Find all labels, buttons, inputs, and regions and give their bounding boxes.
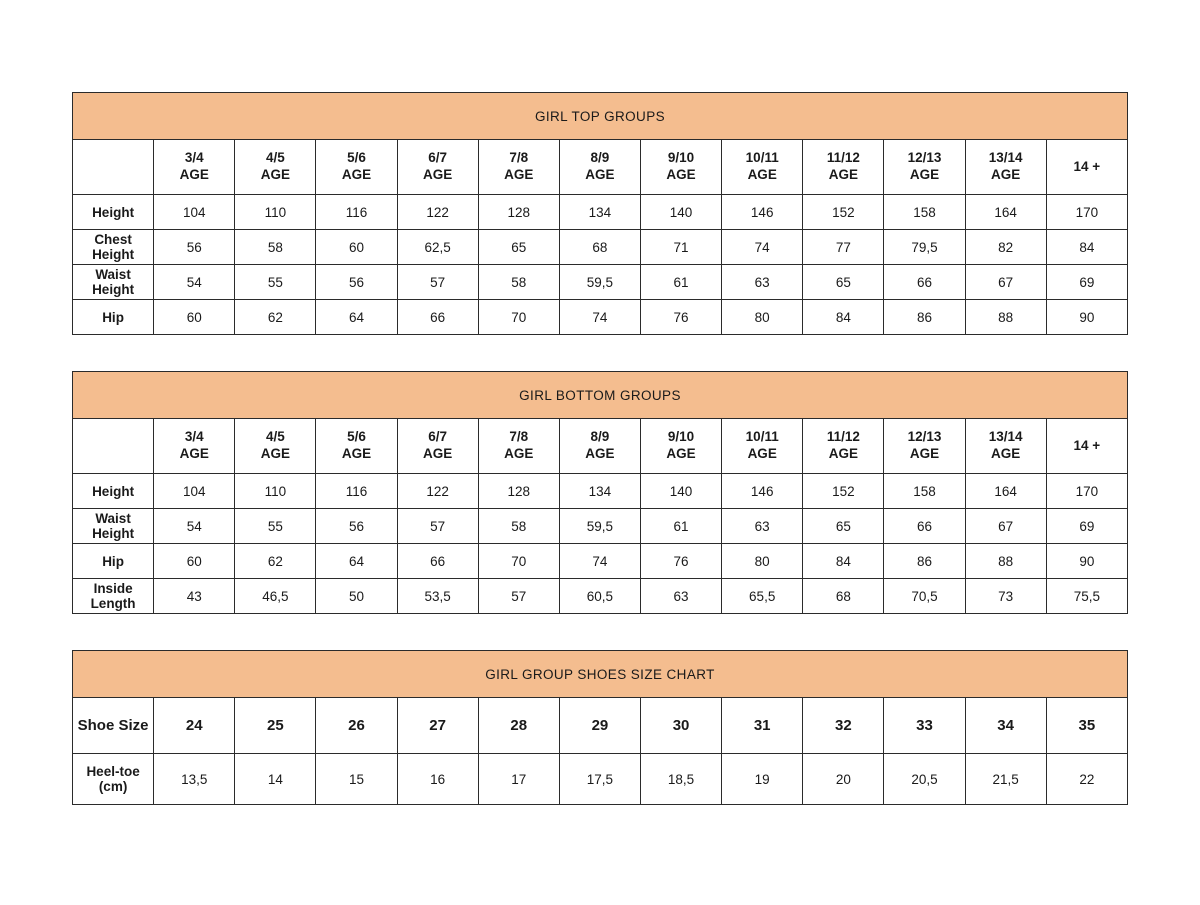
column-header <box>640 419 721 474</box>
column-header-bottom: AGE <box>585 446 615 461</box>
column-header-top: 5/6 <box>347 429 366 445</box>
column-header-top: 6/7 <box>428 150 448 166</box>
table-cell: 152 <box>803 195 884 230</box>
table-cell: 134 <box>559 474 640 509</box>
table-cell: 63 <box>722 509 803 544</box>
column-header-bottom: AGE <box>504 446 534 461</box>
column-header-bottom: AGE <box>909 167 940 182</box>
table-cell: 76 <box>640 300 721 335</box>
table-cell: 66 <box>397 300 478 335</box>
table-cell: 164 <box>965 195 1046 230</box>
column-header <box>722 140 803 195</box>
column-header-bottom: AGE <box>828 446 858 461</box>
table-cell: 62 <box>235 544 316 579</box>
table-cell: 13,5 <box>154 754 235 805</box>
column-header-top: 4/5 <box>265 150 285 166</box>
table-cell: 110 <box>235 474 316 509</box>
table-cell: 70 <box>478 544 559 579</box>
column-header <box>965 419 1046 474</box>
table-cell: 67 <box>965 509 1046 544</box>
table-cell: 55 <box>235 265 316 300</box>
table-cell: 75,5 <box>1046 579 1127 614</box>
table-cell: 140 <box>640 195 721 230</box>
table-cell: 68 <box>803 579 884 614</box>
column-header <box>559 419 640 474</box>
table-cell: 19 <box>722 754 803 805</box>
column-header <box>884 140 965 195</box>
table-cell: 84 <box>803 544 884 579</box>
table-cell: 35 <box>1046 698 1127 754</box>
table-cell: 34 <box>965 698 1046 754</box>
row-label: Heel-toe (cm) <box>73 754 154 805</box>
table-cell: 22 <box>1046 754 1127 805</box>
table-cell: 17 <box>478 754 559 805</box>
column-header <box>235 140 316 195</box>
table-cell: 54 <box>154 265 235 300</box>
table-cell: 76 <box>640 544 721 579</box>
table-title-row <box>73 372 1128 419</box>
table-cell: 69 <box>1046 509 1127 544</box>
table-cell: 61 <box>640 509 721 544</box>
column-header <box>884 419 965 474</box>
table-cell: 80 <box>722 544 803 579</box>
table-cell: 146 <box>722 195 803 230</box>
table-cell: 56 <box>316 509 397 544</box>
column-header <box>397 419 478 474</box>
table-cell: 33 <box>884 698 965 754</box>
table-cell: 122 <box>397 195 478 230</box>
table-cell: 80 <box>722 300 803 335</box>
table-cell: 61 <box>640 265 721 300</box>
table-cell: 16 <box>397 754 478 805</box>
row-label: Shoe Size <box>73 698 154 754</box>
table-cell: 67 <box>965 265 1046 300</box>
column-header-bottom: AGE <box>504 167 534 182</box>
column-header-top: 12/13 <box>907 429 942 445</box>
table-cell: 30 <box>640 698 721 754</box>
table-cell: 29 <box>559 698 640 754</box>
column-header-top: 9/10 <box>667 150 695 166</box>
column-header-bottom: AGE <box>260 167 290 182</box>
column-header-top: 8/9 <box>590 150 610 166</box>
table-title-row <box>73 93 1128 140</box>
table-cell: 134 <box>559 195 640 230</box>
table-cell: 56 <box>316 265 397 300</box>
table-cell: 15 <box>316 754 397 805</box>
column-header <box>965 140 1046 195</box>
column-header-bottom: AGE <box>828 167 858 182</box>
table-cell: 70,5 <box>884 579 965 614</box>
table-cell: 79,5 <box>884 230 965 265</box>
column-header-bottom: AGE <box>585 167 615 182</box>
table-cell: 69 <box>1046 265 1127 300</box>
table-title: GIRL TOP GROUPS <box>73 93 1128 140</box>
table-cell: 74 <box>722 230 803 265</box>
table-cell: 59,5 <box>559 265 640 300</box>
column-header <box>235 419 316 474</box>
table-cell: 140 <box>640 474 721 509</box>
table-row <box>73 195 1128 230</box>
table-row <box>73 509 1128 544</box>
row-label: Height <box>73 195 154 230</box>
girl-top-groups-table <box>72 92 1128 335</box>
table-cell: 128 <box>478 474 559 509</box>
column-header-top: 14 + <box>1073 437 1101 453</box>
column-header-bottom: AGE <box>990 446 1021 461</box>
column-header-top: 5/6 <box>347 150 366 166</box>
table-cell: 54 <box>154 509 235 544</box>
table-cell: 64 <box>316 544 397 579</box>
column-header-top: 9/10 <box>667 429 695 445</box>
table-cell: 170 <box>1046 474 1127 509</box>
column-header-bottom: AGE <box>423 167 453 182</box>
table-cell: 62 <box>235 300 316 335</box>
table-cell: 122 <box>397 474 478 509</box>
table-cell: 152 <box>803 474 884 509</box>
table-cell: 58 <box>478 509 559 544</box>
column-header-top: 11/12 <box>826 429 860 445</box>
table-cell: 116 <box>316 474 397 509</box>
table-cell: 32 <box>803 698 884 754</box>
column-header-top: 12/13 <box>907 150 942 166</box>
table-cell: 59,5 <box>559 509 640 544</box>
column-header-bottom: AGE <box>179 167 209 182</box>
table-title: GIRL BOTTOM GROUPS <box>73 372 1128 419</box>
column-header-top: 14 + <box>1073 158 1101 174</box>
girl-shoes-size-chart-table <box>72 650 1128 805</box>
table-cell: 158 <box>884 195 965 230</box>
column-header-bottom: AGE <box>179 446 209 461</box>
table-cell: 164 <box>965 474 1046 509</box>
table-cell: 60,5 <box>559 579 640 614</box>
table-cell: 86 <box>884 300 965 335</box>
table-cell: 58 <box>478 265 559 300</box>
table-cell: 68 <box>559 230 640 265</box>
table-cell: 73 <box>965 579 1046 614</box>
table-row <box>73 579 1128 614</box>
table-cell: 86 <box>884 544 965 579</box>
column-header-top: 10/11 <box>745 150 779 166</box>
column-header-bottom: AGE <box>990 167 1021 182</box>
table-cell: 70 <box>478 300 559 335</box>
girl-bottom-groups-table <box>72 371 1128 614</box>
table-cell: 104 <box>154 195 235 230</box>
row-label: Inside Length <box>73 579 154 614</box>
column-header-top: 7/8 <box>509 150 529 166</box>
table-cell: 65,5 <box>722 579 803 614</box>
table-cell: 21,5 <box>965 754 1046 805</box>
column-header <box>1046 140 1127 195</box>
table-cell: 66 <box>397 544 478 579</box>
table-cell: 74 <box>559 544 640 579</box>
column-header-top: 4/5 <box>265 429 285 445</box>
table-cell: 27 <box>397 698 478 754</box>
table-cell: 110 <box>235 195 316 230</box>
table-cell: 71 <box>640 230 721 265</box>
table-title: GIRL GROUP SHOES SIZE CHART <box>73 651 1128 698</box>
column-header-bottom: AGE <box>666 167 696 182</box>
column-header-bottom: AGE <box>747 167 777 182</box>
column-header-top: 7/8 <box>509 429 529 445</box>
row-label: Waist Height <box>73 265 154 300</box>
column-header-top: 10/11 <box>745 429 779 445</box>
table-cell: 88 <box>965 300 1046 335</box>
table-row <box>73 474 1128 509</box>
table-cell: 90 <box>1046 544 1127 579</box>
column-header <box>316 419 397 474</box>
table-cell: 63 <box>640 579 721 614</box>
table-cell: 57 <box>478 579 559 614</box>
column-header <box>803 419 884 474</box>
column-header-top: 11/12 <box>826 150 860 166</box>
row-label: Hip <box>73 300 154 335</box>
table-cell: 65 <box>803 265 884 300</box>
table-cell: 53,5 <box>397 579 478 614</box>
table-header-row <box>73 419 1128 474</box>
table-cell: 46,5 <box>235 579 316 614</box>
table-cell: 63 <box>722 265 803 300</box>
table-cell: 58 <box>235 230 316 265</box>
column-header-bottom: AGE <box>423 446 453 461</box>
table-cell: 74 <box>559 300 640 335</box>
table-row <box>73 300 1128 335</box>
table-cell: 170 <box>1046 195 1127 230</box>
table-cell: 24 <box>154 698 235 754</box>
table-cell: 57 <box>397 509 478 544</box>
table-cell: 64 <box>316 300 397 335</box>
table-cell: 56 <box>154 230 235 265</box>
row-label: Hip <box>73 544 154 579</box>
table-cell: 65 <box>478 230 559 265</box>
column-header-bottom: AGE <box>666 446 696 461</box>
table-header-row <box>73 140 1128 195</box>
table-cell: 31 <box>722 698 803 754</box>
table-title-row <box>73 651 1128 698</box>
row-label: Chest Height <box>73 230 154 265</box>
table-cell: 25 <box>235 698 316 754</box>
column-header-top: 13/14 <box>988 429 1023 445</box>
table-cell: 60 <box>154 544 235 579</box>
table-cell: 84 <box>803 300 884 335</box>
table-cell: 77 <box>803 230 884 265</box>
column-header-top: 8/9 <box>590 429 610 445</box>
table-cell: 66 <box>884 509 965 544</box>
column-header <box>640 140 721 195</box>
column-header-top: 3/4 <box>184 150 204 166</box>
table-row <box>73 265 1128 300</box>
table-cell: 17,5 <box>559 754 640 805</box>
table-cell: 60 <box>154 300 235 335</box>
table-cell: 60 <box>316 230 397 265</box>
column-header-bottom: AGE <box>909 446 940 461</box>
table-cell: 90 <box>1046 300 1127 335</box>
table-row <box>73 698 1128 754</box>
row-label: Waist Height <box>73 509 154 544</box>
column-header <box>1046 419 1127 474</box>
column-header-bottom: AGE <box>341 167 372 182</box>
column-header-top: 13/14 <box>988 150 1023 166</box>
column-header <box>478 419 559 474</box>
table-cell: 55 <box>235 509 316 544</box>
column-header-top: 6/7 <box>428 429 448 445</box>
table-cell: 84 <box>1046 230 1127 265</box>
table-cell: 26 <box>316 698 397 754</box>
column-header <box>316 140 397 195</box>
column-header <box>154 419 235 474</box>
table-cell: 66 <box>884 265 965 300</box>
column-header <box>803 140 884 195</box>
table-cell: 20,5 <box>884 754 965 805</box>
table-row <box>73 544 1128 579</box>
label-column-header <box>73 419 154 474</box>
column-header-bottom: AGE <box>341 446 372 461</box>
column-header <box>478 140 559 195</box>
table-cell: 116 <box>316 195 397 230</box>
column-header <box>559 140 640 195</box>
table-cell: 104 <box>154 474 235 509</box>
table-cell: 82 <box>965 230 1046 265</box>
table-cell: 18,5 <box>640 754 721 805</box>
label-column-header <box>73 140 154 195</box>
table-cell: 28 <box>478 698 559 754</box>
table-cell: 146 <box>722 474 803 509</box>
table-cell: 158 <box>884 474 965 509</box>
table-cell: 50 <box>316 579 397 614</box>
column-header-top: 3/4 <box>184 429 204 445</box>
column-header-bottom: AGE <box>260 446 290 461</box>
table-cell: 57 <box>397 265 478 300</box>
column-header-bottom: AGE <box>747 446 777 461</box>
table-cell: 128 <box>478 195 559 230</box>
table-cell: 43 <box>154 579 235 614</box>
column-header <box>722 419 803 474</box>
table-cell: 62,5 <box>397 230 478 265</box>
table-row <box>73 230 1128 265</box>
table-row <box>73 754 1128 805</box>
column-header <box>397 140 478 195</box>
column-header <box>154 140 235 195</box>
row-label: Height <box>73 474 154 509</box>
table-cell: 14 <box>235 754 316 805</box>
table-cell: 88 <box>965 544 1046 579</box>
table-cell: 20 <box>803 754 884 805</box>
table-cell: 65 <box>803 509 884 544</box>
